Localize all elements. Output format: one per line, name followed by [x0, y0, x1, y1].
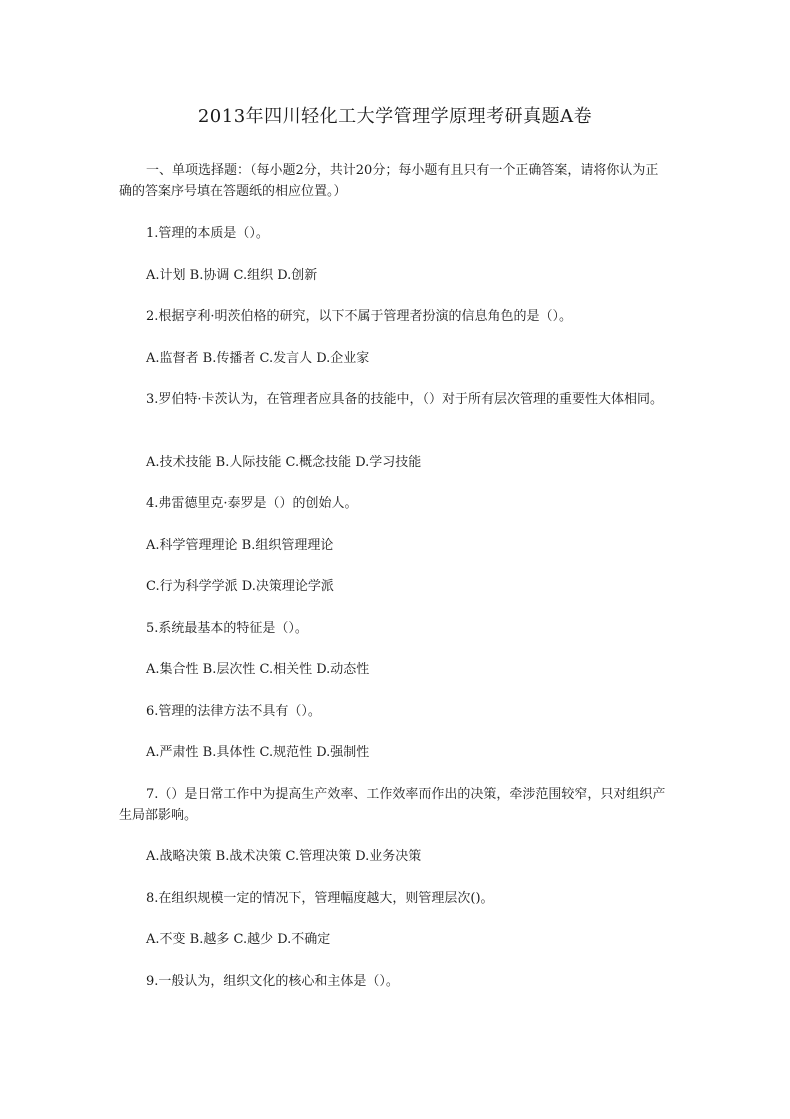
question-6-options: A.严肃性 B.具体性 C.规范性 D.强制性	[146, 745, 370, 760]
question-7-options: A.战略决策 B.战术决策 C.管理决策 D.业务决策	[146, 849, 422, 864]
question-4-options-ab: A.科学管理理论 B.组织管理理论	[146, 538, 334, 553]
question-3: 3.罗伯特·卡茨认为，在管理者应具备的技能中，（）对于所有层次管理的重要性大体相同。	[146, 392, 664, 407]
question-1-options: A.计划 B.协调 C.组织 D.创新	[146, 268, 318, 283]
question-5: 5.系统最基本的特征是（）。	[146, 621, 308, 636]
question-5-options: A.集合性 B.层次性 C.相关性 D.动态性	[146, 662, 370, 677]
question-1: 1.管理的本质是（）。	[146, 226, 269, 241]
question-4: 4.弗雷德里克·泰罗是（）的创始人。	[146, 496, 358, 511]
document-title: 2013年四川轻化工大学管理学原理考研真题A卷	[197, 106, 593, 127]
question-3-options: A.技术技能 B.人际技能 C.概念技能 D.学习技能	[146, 455, 422, 470]
question-8: 8.在组织规模一定的情况下，管理幅度越大，则管理层次()。	[146, 891, 494, 906]
question-8-options: A.不变 B.越多 C.越少 D.不确定	[146, 932, 331, 947]
question-9: 9.一般认为，组织文化的核心和主体是（）。	[146, 974, 399, 989]
question-2: 2.根据亨利·明茨伯格的研究，以下不属于管理者扮演的信息角色的是（）。	[146, 309, 573, 324]
question-2-options: A.监督者 B.传播者 C.发言人 D.企业家	[146, 351, 370, 366]
question-6: 6.管理的法律方法不具有（）。	[146, 704, 321, 719]
question-7: 7.（）是日常工作中为提高生产效率、工作效率而作出的决策，牵涉范围较窄，只对组织产生局部影响。	[119, 787, 666, 823]
section-intro: 一、单项选择题：（每小题2分，共计20分；每小题有且只有一个正确答案，请将你认为正确的答案序号填在答题纸的相应位置。）	[119, 163, 659, 199]
question-4-options-cd: C.行为科学学派 D.决策理论学派	[146, 579, 334, 594]
